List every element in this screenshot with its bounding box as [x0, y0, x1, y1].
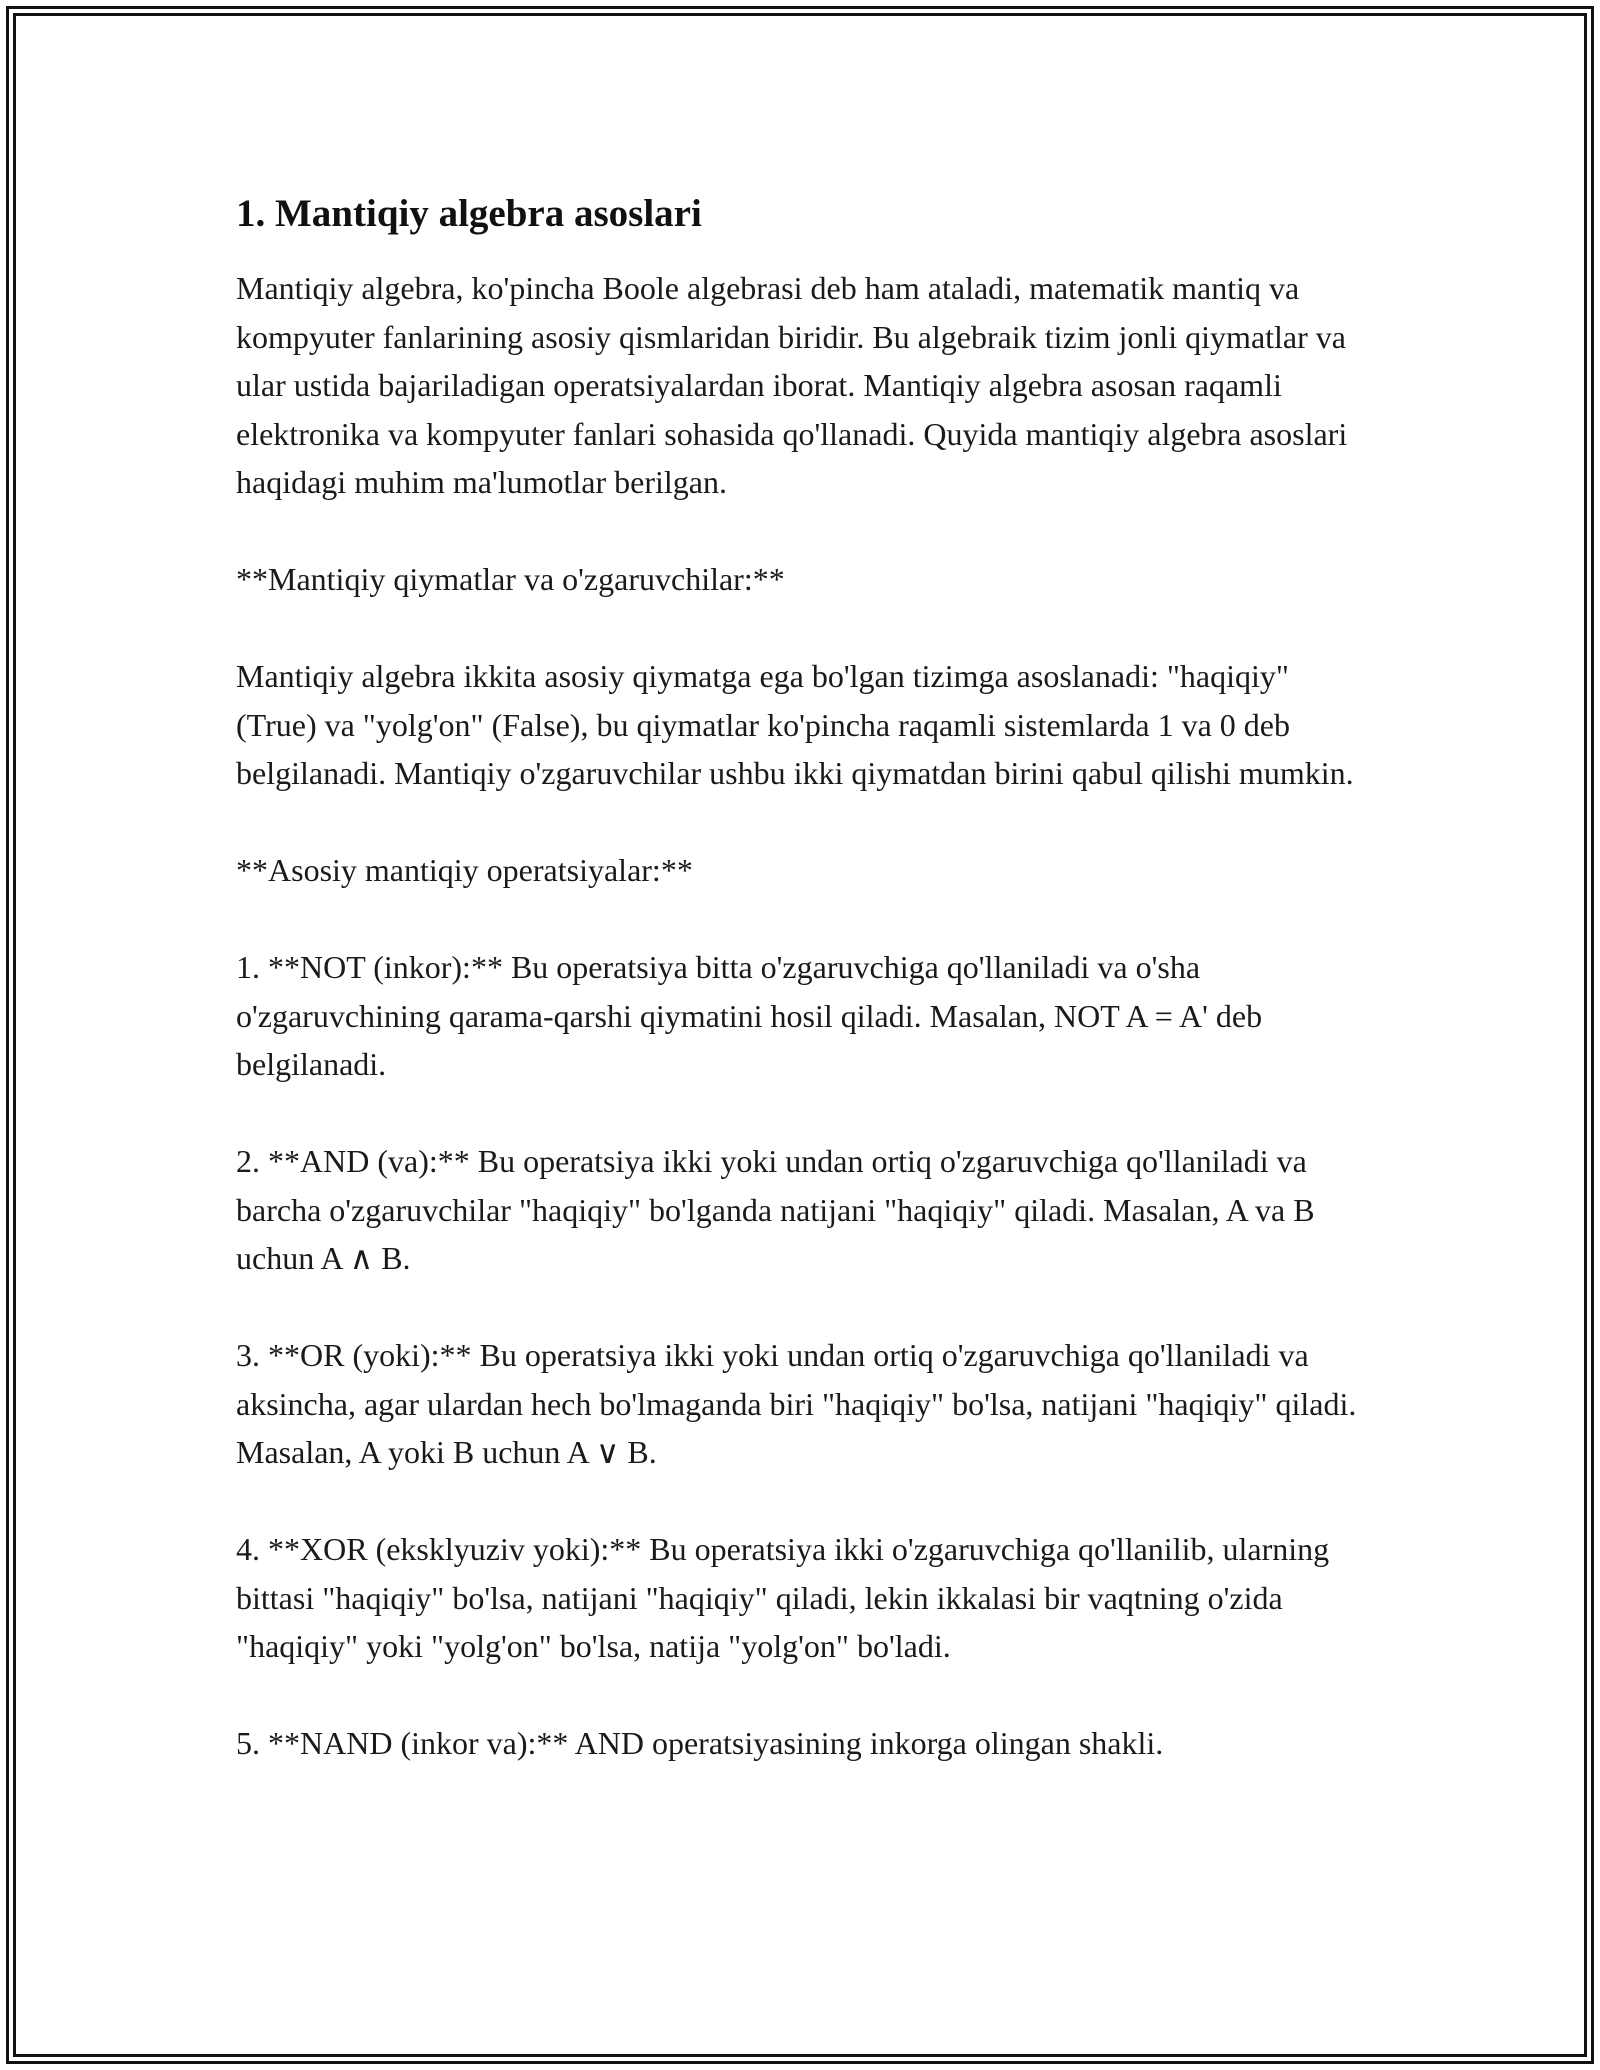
operation-or-paragraph: 3. **OR (yoki):** Bu operatsiya ikki yoki undan ortiq o'zgaruvchiga qo'llaniladi va aksincha, agar ulardan hech bo'lmaganda biri "haqiqiy" bo'lsa, natijani "haqiqiy" qiladi. Masalan, A yoki B uchun A ∨ B.	[236, 1337, 1357, 1470]
section-heading-operations: **Asosiy mantiqiy operatsiyalar:**	[236, 852, 693, 888]
operation-nand-paragraph: 5. **NAND (inkor va):** AND operatsiyasining inkorga olingan shakli.	[236, 1725, 1164, 1761]
document-body	[236, 186, 1376, 1816]
section-heading-values: **Mantiqiy qiymatlar va o'zgaruvchilar:**	[236, 561, 785, 597]
intro-paragraph: Mantiqiy algebra, ko'pincha Boole algebrasi deb ham ataladi, matematik mantiq va kompyuter fanlarining asosiy qismlaridan biridir. Bu algebraik tizim jonli qiymatlar va ular ustida bajariladigan operatsiyalardan iborat. Mantiqiy algebra asosan raqamli elektronika va kompyuter fanlari sohasida qo'llanadi. Quyida mantiqiy algebra asoslari haqidagi muhim ma'lumotlar berilgan.	[236, 270, 1348, 500]
operation-and-paragraph: 2. **AND (va):** Bu operatsiya ikki yoki undan ortiq o'zgaruvchiga qo'llaniladi va barcha o'zgaruvchilar "haqiqiy" bo'lganda natijani "haqiqiy" qiladi. Masalan, A va B uchun A ∧ B.	[236, 1143, 1315, 1276]
operation-not-paragraph: 1. **NOT (inkor):** Bu operatsiya bitta o'zgaruvchiga qo'llaniladi va o'sha o'zgaruvchining qarama-qarshi qiymatini hosil qiladi. Masalan, NOT A = A' deb belgilanadi.	[236, 949, 1263, 1082]
document-title: 1. Mantiqiy algebra asoslari	[236, 192, 702, 235]
values-paragraph: Mantiqiy algebra ikkita asosiy qiymatga ega bo'lgan tizimga asoslanadi: "haqiqiy" (True) va "yolg'on" (False), bu qiymatlar ko'pincha raqamli sistemlarda 1 va 0 deb belgilanadi. Mantiqiy o'zgaruvchilar ushbu ikki qiymatdan birini qabul qilishi mumkin.	[236, 658, 1354, 791]
operation-xor-paragraph: 4. **XOR (eksklyuziv yoki):** Bu operatsiya ikki o'zgaruvchiga qo'llanilib, ularning bittasi "haqiqiy" bo'lsa, natijani "haqiqiy" qiladi, lekin ikkalasi bir vaqtning o'zida "haqiqiy" yoki "yolg'on" bo'lsa, natija "yolg'on" bo'ladi.	[236, 1531, 1330, 1664]
